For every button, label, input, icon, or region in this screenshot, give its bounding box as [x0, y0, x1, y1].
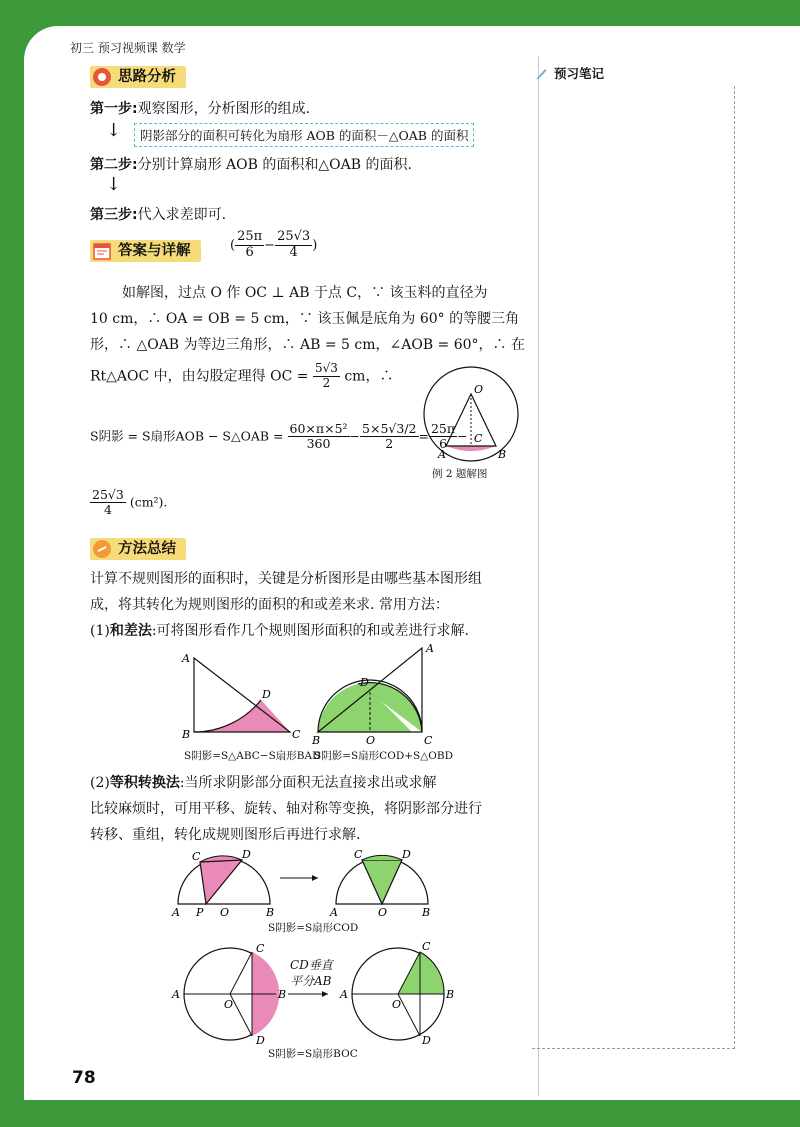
hand-icon [92, 539, 112, 559]
header-title: 初三 预习视频课 数学 [70, 41, 186, 55]
solution-figure [420, 366, 522, 466]
svg-text:D: D [262, 688, 271, 701]
svg-text:A: A [426, 642, 434, 655]
svg-text:O: O [366, 734, 376, 747]
svg-text:B: B [266, 906, 275, 919]
svg-text:B: B [422, 906, 431, 919]
svg-text:A: A [438, 448, 446, 461]
method-item2-line3: 转移、重组，转化成规则图形后再进行求解. [90, 827, 361, 843]
answer-line3: 形，∴ △OAB 为等边三角形，∴ AB = 5 cm，∠AOB = 60°，∴ 在 [90, 337, 525, 353]
step1: 第一步:观察图形，分析图形的组成. [90, 101, 311, 117]
figure-caption: 例 2 题解图 [432, 468, 488, 480]
svg-text:B: B [182, 728, 191, 741]
svg-text:C: C [422, 940, 431, 953]
svg-text:O: O [474, 383, 484, 396]
svg-text:C: C [256, 942, 265, 955]
figure-translation [170, 848, 460, 920]
answer-line2: 10 cm，∴ OA = OB = 5 cm，∵ 该玉佩是底角为 60° 的等腰三角 [90, 311, 520, 327]
notes-area[interactable] [532, 86, 735, 1049]
down-arrow-icon: ↓ [106, 120, 122, 141]
svg-text:B: B [278, 988, 287, 1001]
answer-formula-cont: $\frac{25√3}{4}$ (cm²). [92, 487, 168, 518]
caption-difference: S阴影=S△ABC−S扇形BAD [184, 750, 321, 762]
step2: 第二步:分别计算扇形 AOB 的面积和△OAB 的面积. [90, 157, 412, 173]
notes-title: 预习笔记 [554, 66, 605, 81]
page [24, 26, 800, 1100]
svg-text:B: B [446, 988, 455, 1001]
svg-text:D: D [360, 676, 369, 689]
method-item1: (1)和差法:可将图形看作几个规则图形面积的和或差进行求解. [90, 623, 470, 639]
hint-box: 阴影部分的面积可转化为扇形 AOB 的面积－△OAB 的面积 [134, 123, 474, 147]
method-item2-line2: 比较麻烦时，可用平移、旋转、轴对称等变换，将阴影部分进行 [90, 801, 482, 817]
svg-text:A: A [172, 988, 180, 1001]
arrow-note-1: CD垂直 [290, 958, 333, 972]
method-para2: 成，将其转化为规则图形的面积的和或差来求. 常用方法： [90, 597, 449, 613]
step3: 第三步:代入求差即可. [90, 207, 227, 223]
method-para1: 计算不规则图形的面积时，关键是分析图形是由哪些基本图形组 [90, 571, 482, 587]
answer-formula: S阴影 = S扇形AOB − S△OAB = $\frac{\text{60×π×5²}}{360}$ − $\frac{5\times 5√3/2}{2}$ = $\frac{25\pi}{6}$ − [90, 421, 468, 452]
figure-symmetry [170, 938, 460, 1046]
svg-text:B: B [312, 734, 321, 747]
svg-text:O: O [220, 906, 230, 919]
svg-text:D: D [242, 848, 251, 861]
answer-line1: 如解图，过点 O 作 OC ⊥ AB 于点 C，∵ 该玉料的直径为 [122, 285, 488, 301]
section-method: 方法总结 [90, 538, 186, 560]
svg-text:C: C [192, 850, 201, 863]
svg-text:A: A [340, 988, 348, 1001]
caption-translation: S阴影=S扇形COD [268, 922, 359, 934]
section-thinking: 思路分析 [90, 66, 186, 88]
page-number: 78 [72, 1068, 96, 1088]
calendar-icon [92, 241, 112, 261]
svg-text:C: C [424, 734, 433, 747]
svg-text:O: O [378, 906, 388, 919]
brain-icon [92, 67, 112, 87]
caption-sum: S阴影=S扇形COD+S△OBD [314, 750, 454, 762]
svg-text:C: C [292, 728, 301, 741]
section-answer: 答案与详解 [90, 240, 201, 262]
figure-difference [174, 648, 301, 748]
method-item2: (2)等积转换法:当所求阴影部分面积无法直接求出或求解 [90, 775, 437, 791]
svg-text:B: B [498, 448, 507, 461]
svg-text:C: C [474, 432, 483, 445]
down-arrow-icon: ↓ [106, 174, 122, 195]
svg-text:D: D [402, 848, 411, 861]
svg-text:D: D [422, 1034, 431, 1047]
answer-value: ( $\frac{25\pi}{6}$ − $\frac{25√3}{4}$ ) [230, 229, 318, 260]
svg-text:A: A [330, 906, 338, 919]
arrow-note-2: 平分AB [290, 974, 332, 988]
svg-text:C: C [354, 848, 363, 861]
svg-text:A: A [182, 652, 190, 665]
svg-text:O: O [392, 998, 402, 1011]
svg-text:D: D [256, 1034, 265, 1047]
answer-line4: Rt△AOC 中，由勾股定理得 OC = $\frac{5√3}{2}$ cm，∴ [90, 361, 394, 390]
pen-icon [534, 66, 548, 80]
svg-text:O: O [224, 998, 234, 1011]
caption-symmetry: S阴影=S扇形BOC [268, 1048, 358, 1060]
figure-sum [312, 640, 448, 748]
svg-text:P: P [196, 906, 204, 919]
svg-text:A: A [172, 906, 180, 919]
